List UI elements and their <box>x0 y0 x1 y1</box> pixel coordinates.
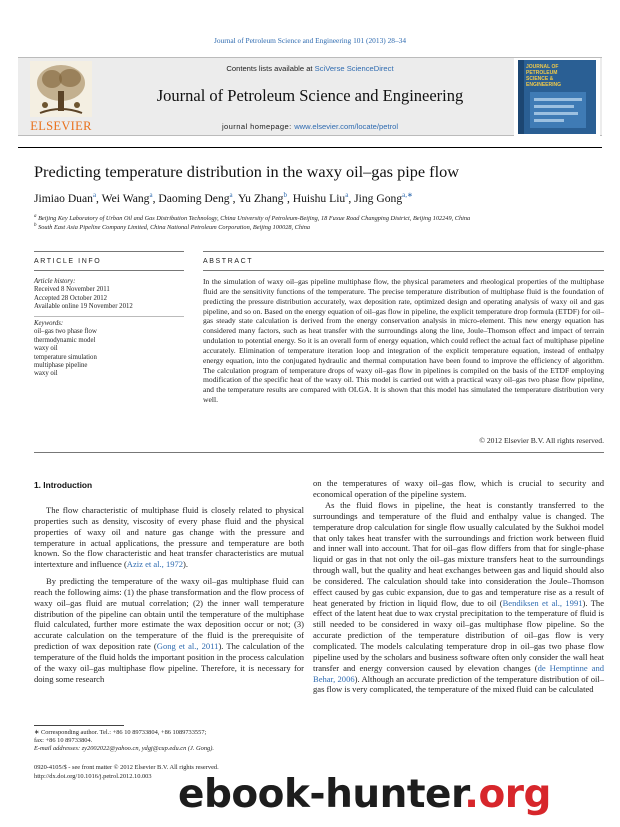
cover-title <box>526 64 586 88</box>
author-separator: , <box>286 191 293 205</box>
title-divider <box>18 147 602 148</box>
keyword-item: multiphase pipeline <box>34 362 88 370</box>
article-info-rule <box>34 270 184 271</box>
affiliation-mark: a <box>34 214 37 219</box>
footnote-line: fax: +86 10 89733804. <box>34 737 93 745</box>
sciencedirect-link[interactable]: SciVerse ScienceDirect <box>314 64 394 73</box>
elsevier-logo[interactable] <box>22 59 100 133</box>
journal-title: Journal of Petroleum Science and Engineering <box>156 86 464 105</box>
author-name: Daoming Deng <box>158 191 230 205</box>
footnote-email-line <box>34 745 304 753</box>
intro-paragraph-3: on the temperatures of waxy oil–gas flow, which is crucial to security and economical operation of the pipeline system. <box>313 478 604 499</box>
author-name: Jimiao Duan <box>34 191 93 205</box>
author-affiliation-mark[interactable]: a <box>229 191 233 199</box>
copyright-notice: © 2012 Elsevier B.V. All rights reserved. <box>479 436 604 445</box>
footnote-line: ∗ Corresponding author. Tel.: +86 10 89733804, +86 1089733557; <box>34 729 207 736</box>
cover-title-line: PETROLEUM <box>526 70 558 76</box>
history-received: Received 8 November 2011 <box>34 286 110 294</box>
author-affiliation-mark[interactable]: a <box>149 191 153 199</box>
corresponding-author-footnote <box>34 729 304 754</box>
intro-paragraph-4 <box>313 500 604 695</box>
email-label: E-mail addresses: <box>34 745 81 753</box>
history-online: Available online 19 November 2012 <box>34 303 133 311</box>
citation-link[interactable]: Aziz et al., 1972 <box>126 559 184 570</box>
author-separator: , <box>152 191 159 205</box>
keywords-label: Keywords: <box>34 320 64 327</box>
paragraph-text: The flow characteristic of multiphase fluid is closely related to physical properties such as density, viscosity of every phase fluid and the physical properties of waxy oil and nature gas change with the pressure and temperature in actual applications, the pressure and temperature are both known. So the flow characteristic and heat transfer characteristics are mutual intertexture and influence ( <box>34 505 304 570</box>
keywords-divider <box>34 316 184 317</box>
affiliation-b <box>34 222 594 232</box>
contents-available-line <box>100 64 520 73</box>
contents-prefix: Contents lists available at <box>226 64 315 73</box>
affiliation-mark: b <box>34 223 37 228</box>
abstract-rule-bottom <box>34 452 604 453</box>
keyword-item: waxy oil <box>34 370 58 378</box>
paragraph-text: By predicting the temperature of the waxy oil–gas multiphase fluid can reach the following aims: (1) the phase transformation and the flow process of waxy oil–gas fluid are mutual correlation; (2) the inner wall temperature distribution of the pipeline can obtain until the temperature of the multiphase fluid calculated, further more estimate the wax deposition occur or not; (3) accurate calculation on the temperature of the fluid is the prerequisite of prediction of wax deposition rate ( <box>34 576 304 652</box>
affiliation-text: South East Asia Pipeline Company Limited, China National Petroleum Corporation, Beijing 100028, China <box>36 224 311 232</box>
paragraph-text: ). The calculation of the temperature of the fluid holds the important position in the process calculation of the waxy oil–gas multiphase flow pipeline. Therefore, it is necessary for doing some research <box>34 641 304 684</box>
abstract-rule-top <box>203 251 604 252</box>
watermark-domain: .org <box>464 772 551 817</box>
journal-cover-thumbnail[interactable] <box>514 58 600 136</box>
journal-reference[interactable]: Journal of Petroleum Science and Engineering 101 (2013) 28–34 <box>213 36 407 45</box>
intro-paragraph-1 <box>34 505 304 570</box>
author-name: Yu Zhang <box>238 191 284 205</box>
article-info-heading: ARTICLE INFO <box>34 258 102 265</box>
email-addresses[interactable]: zy2002022@yahoo.cn, ydgj@cup.edu.cn (J. Gong). <box>80 745 214 753</box>
paragraph-text: ). Although an accurate prediction of the temperature distribution of oil–gas flow is very complicated, the temperature of the mixed fluid can be calculated <box>313 673 605 695</box>
author-affiliation-mark[interactable]: a <box>345 191 349 199</box>
article-info-rule-top <box>34 251 184 252</box>
citation-link[interactable]: Gong et al., 2011 <box>156 641 219 652</box>
abstract-rule <box>203 270 604 271</box>
author-affiliation-mark[interactable]: a <box>92 191 97 199</box>
corresponding-author-mark[interactable]: a,∗ <box>402 191 413 199</box>
author-list <box>34 191 594 205</box>
journal-homepage-line <box>100 122 520 131</box>
author-separator: , <box>96 191 102 205</box>
author-name: Huishu Liu <box>292 191 346 205</box>
affiliation-text: Beijing Key Laboratory of Urban Oil and Gas Distribution Technology, China University of Petroleum-Beijing, 18 Fuxue Road Changping District, Beijing 102249, China <box>36 215 471 223</box>
keyword-item: thermodynamic model <box>34 336 96 344</box>
article-history <box>34 278 184 312</box>
paragraph-text: ). <box>183 559 189 570</box>
watermark-text: ebook-hunter <box>178 772 465 817</box>
elsevier-tree-icon <box>30 61 92 117</box>
doi-link[interactable]: http://dx.doi.org/10.1016/j.petrol.2012.10.003 <box>34 772 152 780</box>
author-affiliation-mark[interactable]: b <box>283 191 287 199</box>
ebook-hunter-watermark <box>178 772 618 822</box>
author-separator: , <box>348 191 355 205</box>
citation-link[interactable]: Bendiksen et al., 1991 <box>502 597 583 608</box>
keywords-block <box>34 320 184 379</box>
paragraph-text: ). The effect of the latent heat due to wax crystal precipitation to the temperature of fluid is still needed to be considered in waxy oil–gas multiphase flow pipeline. So the accurate prediction of the temperature distribution of oil–gas flow is very complicated. The models calculating temperature drop in oil–gas two phase flow pipeline used by the scholars and business software often only consider the wall heat transfer and energy conversion caused by elevation changes ( <box>313 597 604 673</box>
homepage-prefix: journal homepage: <box>221 122 295 131</box>
article-title: Predicting temperature distribution in the waxy oil–gas pipe flow <box>34 162 460 181</box>
cover-title-line: SCIENCE & <box>526 76 554 82</box>
keyword-item: oil–gas two phase flow <box>34 328 97 336</box>
keyword-item: waxy oil <box>34 345 58 353</box>
cover-title-line: JOURNAL OF <box>526 64 559 70</box>
history-label: Article history: <box>34 278 76 285</box>
history-accepted: Accepted 28 October 2012 <box>34 294 108 302</box>
cover-title-line: ENGINEERING <box>526 82 562 88</box>
abstract-text: In the simulation of waxy oil–gas pipeline multiphase flow, the physical parameters and rheological properties of the multiphase fluid are the sensitivity functions of the temperature. The precise temperature distribution of multiphase fluid is the foundation of predicting the pressure distribution accurately, wax deposition rate, optimized design and operating analysis of waxy oil and gas pipeline, and so on. Based on the energy equation of oil–gas flow in pipeline, the explicit temperature drop formula (ETDF) for oil–gas steady state calculation is derived from the energy conservation analysis in micro-element. This new energy equation has considered many factors, such as heat transfer with the surroundings along the line, Joule–Thomson effect and impact of terrain undulation to potential energy. So it is an overall form of energy equation, which could reflect the actual fact of multiphase pipeline accurately. Elimination of temperature iteration loop and integration of the explicit temperature equation, instead of enthalpy energy equation, into the conjugated hydraulic and thermal computation have been found to improve the efficiency of algorithm. The calculation program of temperature drops of waxy oil–gas flow in pipelines is compiled on the basis of the ETDF employing modification of the specific heat of the waxy oil. This model is carried out with a practical waxy oil–gas two phase flow pipeline, and the temperature results are compared with OLGA. It is shown that this model has simulated the temperature distribution very well. <box>203 277 604 405</box>
citation-link[interactable]: de Hemptinne and Behar, 2006 <box>313 662 604 684</box>
author-name: Jing Gong <box>354 191 403 205</box>
homepage-link[interactable]: www.elsevier.com/locate/petrol <box>294 122 399 131</box>
section-heading-introduction: 1. Introduction <box>34 480 93 490</box>
author-name: Wei Wang <box>101 191 150 205</box>
abstract-heading: ABSTRACT <box>203 258 254 265</box>
issn-line: 0920-4105/$ - see front matter © 2012 Elsevier B.V. All rights reserved. <box>34 764 219 771</box>
elsevier-wordmark: ELSEVIER <box>30 119 92 133</box>
footnote-rule <box>34 725 124 726</box>
keyword-item: temperature simulation <box>34 353 97 361</box>
author-separator: , <box>232 191 239 205</box>
paragraph-text: As the fluid flows in pipeline, the heat is constantly transferred to the surroundings and temperature of the fluid and enthalpy value is changed. The temperature drop calculation for single flow usually calculated by the Sukhoi model that only takes heat transfer with the surroundings and friction work between fluid and inner wall into account. That for oil–gas flow differs from that for single-phase liquid or gas in that not only the oil–gas mixture transfers heat to the surroundings through wall, but the quality and heat exchanges between gas and liquid should also be considered. The calculation should take into consideration the Joule–Thomson effect caused by gas cubic expansion, due to gas and temperature rise as a result of heat generated by friction in liquid flow, due to oil ( <box>313 500 604 608</box>
intro-paragraph-2 <box>34 576 304 684</box>
